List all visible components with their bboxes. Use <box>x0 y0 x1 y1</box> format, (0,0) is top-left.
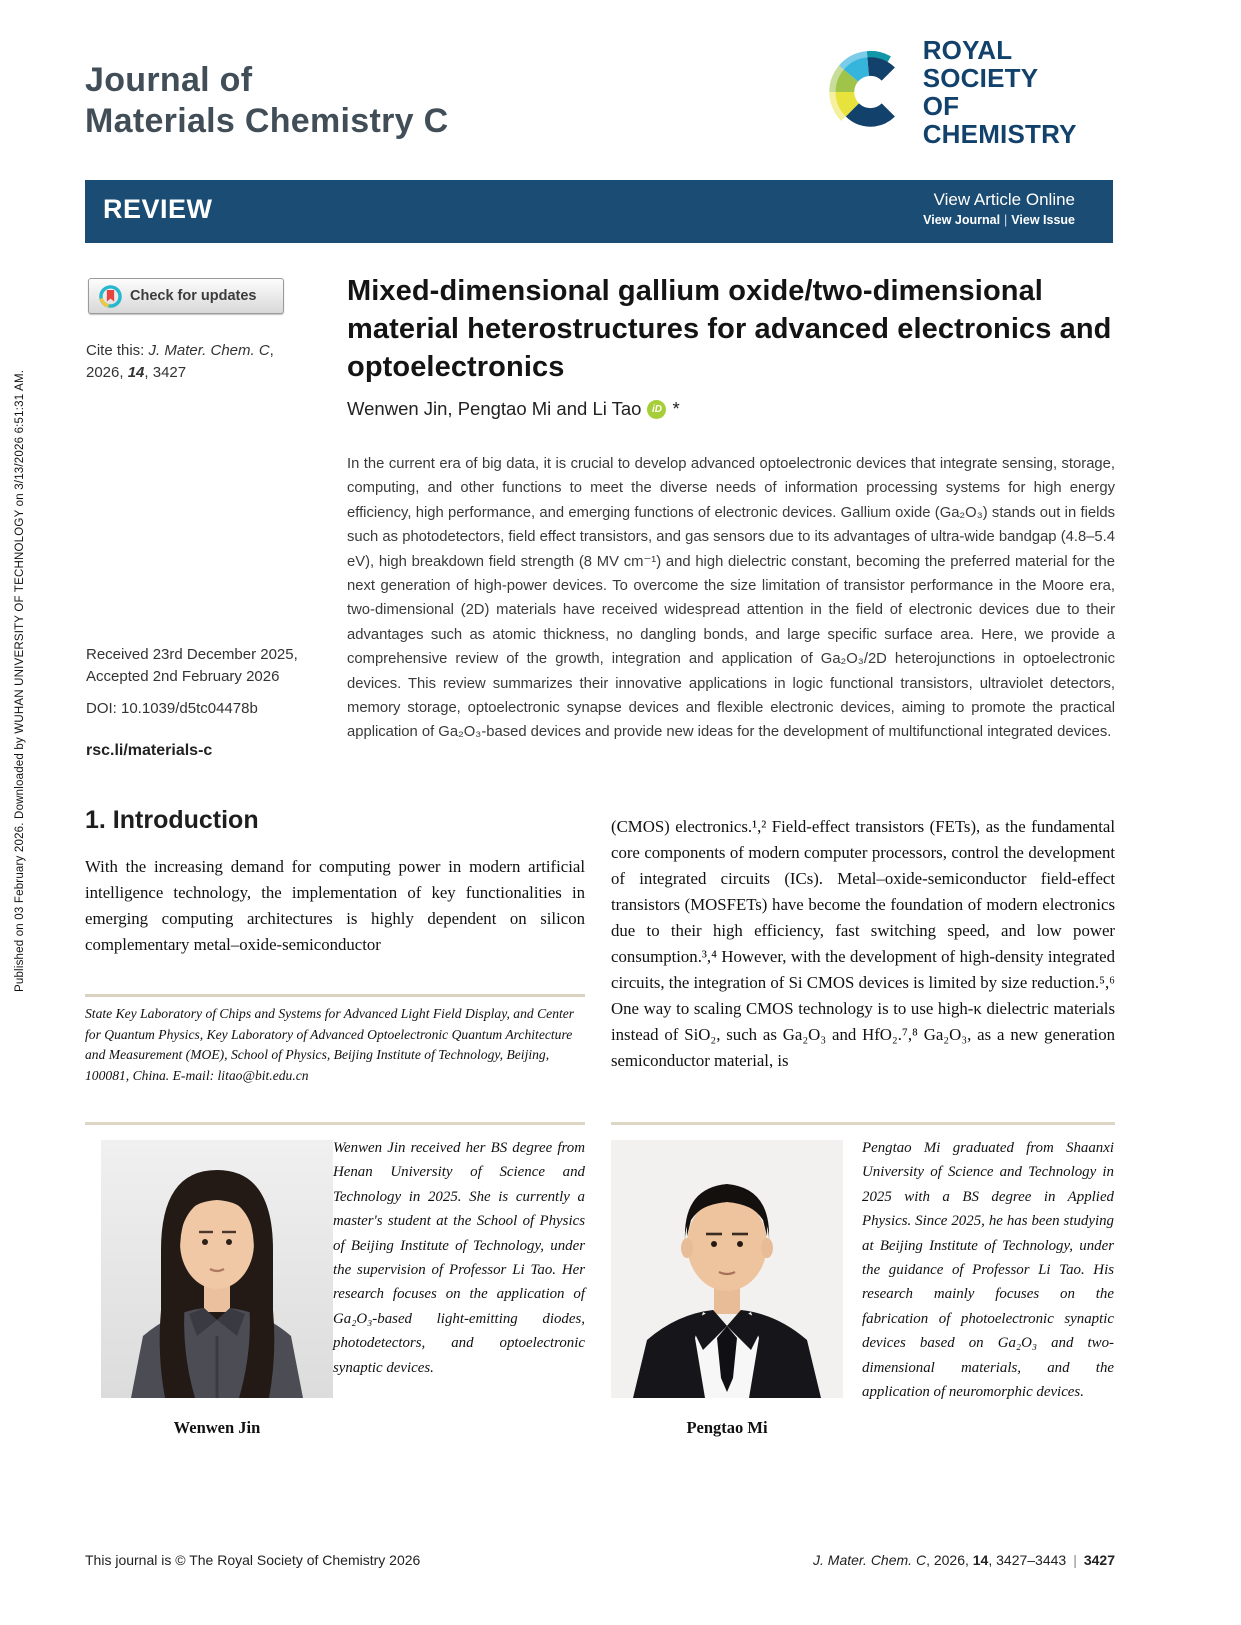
cite-journal-name: J. Mater. Chem. C <box>148 342 270 359</box>
cite-this <box>86 340 304 384</box>
corresponding-author-mark: * <box>672 398 680 419</box>
author-names: Wenwen Jin, Pengtao Mi and Li Tao <box>347 398 642 419</box>
article-type-label: REVIEW <box>103 194 213 224</box>
citation-footer <box>813 1552 1115 1568</box>
author-bio-pengtao-mi: Pengtao Mi graduated from Shaanxi University of Science and Technology in 2025 with a BS degree in Applied Physics. Since 2025, he has been studying at Beijing Institute of Technology, under the guidance of Professor Li Tao. His research mainly focuses on the fabrication of photoelectronic synaptic devices based on Ga₂O₃ and two-dimensional materials, and the application of neuromorphic devices. <box>862 1140 1114 1401</box>
journal-masthead <box>85 60 448 142</box>
bio-divider <box>85 1122 585 1125</box>
view-issue-link[interactable]: View Issue <box>1011 213 1075 227</box>
footer-journal-name: J. Mater. Chem. C <box>813 1552 927 1568</box>
check-for-updates-button[interactable] <box>88 278 284 314</box>
footnote-divider <box>85 994 585 997</box>
section-heading-introduction: 1. Introduction <box>85 806 259 834</box>
author-bio-wenwen-jin: Wenwen Jin received her BS degree from Henan University of Science and Technology in 2025. She is currently a master's student at the School of Physics of Beijing Institute of Technology, under the supervision of Professor Li Tao. Her research focuses on the application of Ga₂O₃-based light-emitting diodes, photodetectors, and optoelectronic synaptic devices. <box>333 1140 585 1376</box>
cite-mid: , 2026, <box>86 342 274 381</box>
journal-name-line2: Materials Chemistry C <box>85 102 449 140</box>
footer-year: , 2026, <box>926 1552 973 1568</box>
article-title: Mixed-dimensional gallium oxide/two-dimensional material heterostructures for advanced electronics and optoelectronics <box>347 275 1112 383</box>
copyright-notice: This journal is © The Royal Society of Chemistry 2026 <box>85 1552 421 1568</box>
affiliation-footnote: State Key Laboratory of Chips and Systems for Advanced Light Field Display, and Center for Quantum Physics, Key Laboratory of Advanced Optoelectronic Quantum Architecture and Measurement (MOE), School of Physics, Beijing Institute of Technology, Beijing, 100081, China. E-mail: litao@bit.edu.cn <box>85 1006 575 1083</box>
bio-divider <box>611 1122 1115 1125</box>
dates-block <box>86 644 326 688</box>
rsc-logo <box>828 35 1118 149</box>
crossmark-icon <box>99 285 122 308</box>
footer-pages: , 3427–3443 <box>988 1552 1067 1568</box>
footer-page-number: 3427 <box>1083 1552 1115 1568</box>
footer-volume: 14 <box>972 1552 989 1568</box>
doi: DOI: 10.1039/d5tc04478b <box>86 700 258 717</box>
author-line <box>347 398 680 420</box>
author-photo-caption: Pengtao Mi <box>686 1418 768 1437</box>
accepted-date: Accepted 2nd February 2026 <box>86 668 280 685</box>
link-separator: | <box>1004 213 1008 227</box>
portrait-woman-icon <box>101 1140 333 1398</box>
banner-links <box>923 190 1075 227</box>
footer-pipe: | <box>1073 1552 1077 1568</box>
view-journal-link[interactable]: View Journal <box>923 213 1001 227</box>
abstract: In the current era of big data, it is crucial to develop advanced optoelectronic devices that integrate sensing, storage, computing, and other functions to meet the diverse needs of information processing systems for high energy efficiency, high performance, and emerging functions of electronic devices. Gallium oxide (Ga₂O₃) stands out in fields such as photodetectors, field effect transistors, and gas sensors due to its advantages of ultra-wide bandgap (4.8–5.4 eV), high breakdown field strength (8 MV cm⁻¹) and high dielectric constant, becoming the preferred material for the next generation of high-power devices. To overcome the size limitation of transistor performance in the Moore era, two-dimensional (2D) materials have received widespread attention in the field of electronic devices due to their advantages such as atomic thickness, no dangling bonds, and large specific surface area. Here, we provide a comprehensive review of the growth, integration and application of Ga₂O₃/2D heterojunctions in optoelectronic devices. This review summarizes their innovative applications in logic functional transistors, ultraviolet detectors, memory storage, optoelectronic synapse devices and flexible electronic devices, aiming to promote the practical application of Ga₂O₃-based devices and provide new ideas for the development of multifunctional integrated devices. <box>347 456 1115 741</box>
article-type-banner <box>85 180 1113 243</box>
rsc-c-mark-icon <box>828 46 913 138</box>
cite-prefix: Cite this: <box>86 342 149 359</box>
rsc-logo-line2-prefix: OF <box>922 91 960 121</box>
publication-download-note: Published on 03 February 2026. Downloaded by WUHAN UNIVERSITY OF TECHNOLOGY on 3/13/2026 6:51:31 AM. <box>14 369 26 992</box>
rsc-logo-text <box>923 36 1118 148</box>
received-date: Received 23rd December 2025, <box>86 646 298 663</box>
journal-name-line1: Journal of <box>85 61 253 99</box>
cite-volume: 14 <box>127 364 145 381</box>
rsc-logo-line1: ROYAL SOCIETY <box>922 35 1039 93</box>
author-photo-wenwen-jin <box>101 1140 333 1398</box>
author-photo-pengtao-mi <box>611 1140 843 1398</box>
rsc-logo-line2-bold: CHEMISTRY <box>922 119 1077 149</box>
intro-paragraph-left: With the increasing demand for computing power in modern artificial intelligence technology, the implementation of key functionalities in emerging computing architectures is highly dependent on silicon complementary metal–oxide-semiconductor <box>85 857 585 954</box>
portrait-man-icon <box>611 1140 843 1398</box>
view-article-online-link[interactable]: View Article Online <box>933 190 1075 209</box>
intro-paragraph-right: (CMOS) electronics.¹,² Field-effect transistors (FETs), as the fundamental core components of modern computer processors, control the development of integrated circuits (ICs). Metal–oxide-semiconductor field-effect transistors (MOSFETs) have become the foundation of modern electronics due to their high efficiency, fast switching speed, and low power consumption.³,⁴ However, with the development of high-density integrated circuits, the integration of Si CMOS devices is limited by size reduction.⁵,⁶ One way to scaling CMOS technology is to use high-κ dielectric materials instead of SiO₂, such as Ga₂O₃ and HfO₂.⁷,⁸ Ga₂O₃, as a new generation semiconductor material, is <box>611 817 1115 1070</box>
journal-homepage-link[interactable]: rsc.li/materials-c <box>86 742 213 759</box>
cite-page: , 3427 <box>144 364 187 381</box>
orcid-icon[interactable]: iD <box>647 400 666 419</box>
check-updates-label: Check for updates <box>130 288 257 304</box>
author-photo-caption: Wenwen Jin <box>173 1418 261 1437</box>
